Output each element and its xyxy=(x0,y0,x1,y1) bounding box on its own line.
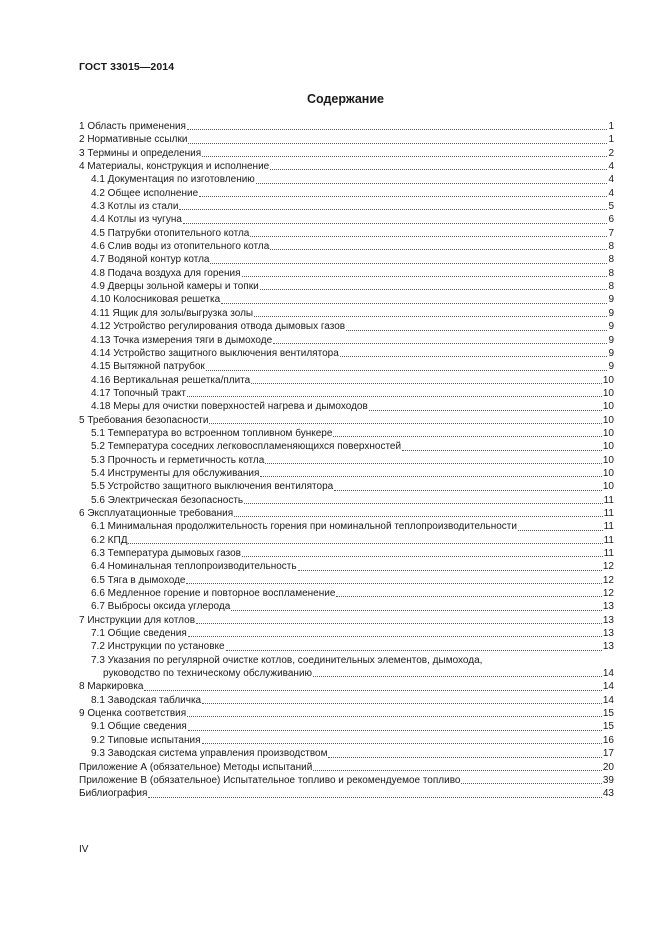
toc-entry-page: 14 xyxy=(602,668,614,680)
toc-entry[interactable] xyxy=(79,720,614,733)
dot-leader xyxy=(187,395,602,397)
toc-entry-label: 6.4 Номинальная теплопроизводительность xyxy=(91,561,297,573)
dot-leader xyxy=(298,569,602,571)
toc-entry-page: 8 xyxy=(608,281,614,293)
dot-leader xyxy=(183,222,608,224)
toc-entry[interactable] xyxy=(79,480,614,493)
toc-entry[interactable] xyxy=(79,240,614,253)
toc-entry[interactable] xyxy=(79,280,614,293)
dot-leader xyxy=(328,756,601,758)
toc-entry[interactable] xyxy=(79,293,614,306)
toc-entry-page: 13 xyxy=(602,641,614,653)
toc-entry[interactable] xyxy=(79,253,614,266)
dot-leader xyxy=(336,595,601,597)
dot-leader xyxy=(340,355,608,357)
toc-entry-label: 6 Эксплуатационные требования xyxy=(79,507,234,519)
toc-entry-page: 4 xyxy=(608,187,614,199)
toc-entry-label: 6.2 КПД xyxy=(91,534,128,546)
dot-leader xyxy=(188,635,602,637)
toc-entry-label: 4.11 Ящик для золы/выгрузка золы xyxy=(91,307,254,319)
toc-entry[interactable] xyxy=(79,213,614,226)
toc-entry-page: 10 xyxy=(602,467,614,479)
dot-leader xyxy=(254,315,607,317)
toc-entry-page: 15 xyxy=(602,721,614,733)
dot-leader xyxy=(148,796,601,798)
toc-entry-label: 9 Оценка соответствия xyxy=(79,708,187,720)
toc-entry[interactable] xyxy=(79,334,614,347)
toc-entry[interactable] xyxy=(79,761,614,774)
toc-entry-page: 10 xyxy=(602,481,614,493)
toc-entry[interactable] xyxy=(79,360,614,373)
dot-leader xyxy=(187,128,607,130)
toc-entry[interactable] xyxy=(79,747,614,760)
dot-leader xyxy=(333,435,601,437)
toc-entry-label: 4.14 Устройство защитного выключения вентилятора xyxy=(91,347,339,359)
toc-entry[interactable] xyxy=(79,120,614,133)
toc-entry-label: 4.6 Слив воды из отопительного котла xyxy=(91,241,270,253)
toc-entry-label: 2 Нормативные ссылки xyxy=(79,134,188,146)
toc-entry[interactable] xyxy=(79,680,614,693)
dot-leader xyxy=(270,248,607,250)
dot-leader xyxy=(518,529,603,531)
toc-entry[interactable] xyxy=(79,507,614,520)
toc-entry-label: Приложение В (обязательное) Испытательное топливо и рекомендуемое топливо xyxy=(79,774,461,786)
toc-entry-page: 9 xyxy=(608,361,614,373)
toc-entry-label: 5.5 Устройство защитного выключения вентилятора xyxy=(91,481,334,493)
toc-entry[interactable] xyxy=(79,267,614,280)
dot-leader xyxy=(244,502,603,504)
toc-entry-page: 2 xyxy=(608,147,614,159)
toc-entry-page: 9 xyxy=(608,307,614,319)
toc-entry-label: 5.4 Инструменты для обслуживания xyxy=(91,467,260,479)
toc-entry[interactable] xyxy=(79,614,614,627)
dot-leader xyxy=(242,555,603,557)
toc-entry-page: 12 xyxy=(602,574,614,586)
toc-entry[interactable] xyxy=(79,427,614,440)
toc-entry[interactable] xyxy=(79,200,614,213)
dot-leader xyxy=(209,422,601,424)
toc-entry-label: 4.9 Дверцы зольной камеры и топки xyxy=(91,281,259,293)
toc-entry-page: 10 xyxy=(602,387,614,399)
dot-leader xyxy=(402,449,602,451)
dot-leader xyxy=(202,155,607,157)
toc-entry-page: 14 xyxy=(602,694,614,706)
toc-entry-label: Приложение А (обязательное) Методы испытаний xyxy=(79,761,313,773)
toc-entry-label: 6.7 Выбросы оксида углерода xyxy=(91,601,231,613)
toc-entry-page: 11 xyxy=(603,507,614,519)
dot-leader xyxy=(221,302,607,304)
toc-entry-label: 7.3 Указания по регулярной очистке котлов, соединительных элементов, дымохода, xyxy=(91,654,483,666)
toc-entry-label: 4.3 Котлы из стали xyxy=(91,201,179,213)
toc-entry[interactable] xyxy=(79,467,614,480)
toc-entry-page: 9 xyxy=(608,321,614,333)
toc-entry-label: 4 Материалы, конструкция и исполнение xyxy=(79,161,270,173)
toc-entry[interactable] xyxy=(79,374,614,387)
toc-entry-page: 12 xyxy=(602,588,614,600)
dot-leader xyxy=(188,729,602,731)
toc-entry-label: 4.8 Подача воздуха для горения xyxy=(91,267,241,279)
dot-leader xyxy=(242,275,608,277)
page-number: IV xyxy=(79,844,89,855)
dot-leader xyxy=(251,382,602,384)
toc-entry[interactable] xyxy=(79,227,614,240)
toc-entry[interactable] xyxy=(79,787,614,800)
toc-entry-page: 12 xyxy=(602,561,614,573)
toc-entry-page: 13 xyxy=(602,628,614,640)
toc-entry-label: 8 Маркировка xyxy=(79,681,144,693)
toc-entry[interactable] xyxy=(79,494,614,507)
dot-leader xyxy=(260,475,602,477)
dot-leader xyxy=(202,742,602,744)
toc-entry-page: 4 xyxy=(608,161,614,173)
toc-entry[interactable] xyxy=(79,627,614,640)
dot-leader xyxy=(231,609,602,611)
toc-entry[interactable] xyxy=(79,654,614,681)
dot-leader xyxy=(196,622,602,624)
dot-leader xyxy=(202,702,602,704)
toc-entry-label: 4.2 Общее исполнение xyxy=(91,187,199,199)
dot-leader xyxy=(226,649,602,651)
toc-entry-page: 16 xyxy=(602,734,614,746)
toc-entry[interactable] xyxy=(79,400,614,413)
dot-leader xyxy=(256,182,608,184)
toc-entry-page: 11 xyxy=(603,494,614,506)
toc-entry-page: 20 xyxy=(602,761,614,773)
toc-entry-page: 15 xyxy=(602,708,614,720)
toc-entry-page: 11 xyxy=(603,534,614,546)
toc-entry[interactable] xyxy=(79,774,614,787)
toc-entry-label: 5 Требования безопасности xyxy=(79,414,209,426)
toc-entry-label: 4.1 Документация по изготовлению xyxy=(91,174,255,186)
toc-entry[interactable] xyxy=(79,520,614,533)
dot-leader xyxy=(461,782,601,784)
dot-leader xyxy=(210,262,607,264)
toc-entry-page: 10 xyxy=(602,374,614,386)
dot-leader xyxy=(144,689,601,691)
dot-leader xyxy=(260,288,608,290)
toc-entry-label: 4.15 Вытяжной патрубок xyxy=(91,361,205,373)
toc-entry-label: 9.1 Общие сведения xyxy=(91,721,187,733)
toc-entry[interactable] xyxy=(79,547,614,560)
dot-leader xyxy=(128,542,602,544)
toc-entry[interactable] xyxy=(79,173,614,186)
toc-entry-label-continued: руководство по техническому обслуживанию xyxy=(103,668,313,680)
toc-entry-label: 9.2 Типовые испытания xyxy=(91,734,201,746)
toc-entry-page: 39 xyxy=(602,774,614,786)
toc-entry[interactable] xyxy=(79,160,614,173)
toc-entry-page: 1 xyxy=(608,134,614,146)
toc-entry-page: 9 xyxy=(608,347,614,359)
dot-leader xyxy=(188,142,607,144)
toc-entry[interactable] xyxy=(79,387,614,400)
toc-entry-label: 6.5 Тяга в дымоходе xyxy=(91,574,186,586)
toc-entry[interactable] xyxy=(79,440,614,453)
toc-entry-label: 8.1 Заводская табличка xyxy=(91,694,202,706)
toc-entry-page: 14 xyxy=(602,681,614,693)
toc-entry-page: 9 xyxy=(608,334,614,346)
toc-entry[interactable] xyxy=(79,307,614,320)
standard-identifier: ГОСТ 33015—2014 xyxy=(79,61,175,73)
toc-entry-page: 10 xyxy=(602,427,614,439)
toc-entry-label: 6.3 Температура дымовых газов xyxy=(91,548,241,559)
toc-entry-label: 1 Область применения xyxy=(79,121,186,132)
toc-entry-label: 4.18 Меры для очистки поверхностей нагрева и дымоходов xyxy=(91,401,368,413)
toc-entry-page: 13 xyxy=(602,601,614,613)
dot-leader xyxy=(199,195,607,197)
toc-entry-label: 5.2 Температура соседних легковоспламеняющихся поверхностей xyxy=(91,441,402,453)
toc-entry-page: 8 xyxy=(608,241,614,253)
dot-leader xyxy=(334,489,602,491)
toc-entry-label: 4.7 Водяной контур котла xyxy=(91,254,210,266)
dot-leader xyxy=(313,769,602,771)
toc-entry[interactable] xyxy=(79,187,614,200)
dot-leader xyxy=(234,515,602,517)
toc-entry[interactable] xyxy=(79,600,614,613)
dot-leader xyxy=(313,675,602,677)
toc-entry[interactable] xyxy=(79,574,614,587)
dot-leader xyxy=(187,715,602,717)
toc-entry-page: 17 xyxy=(602,748,614,760)
toc-entry[interactable] xyxy=(79,414,614,427)
dot-leader xyxy=(250,235,607,237)
toc-entry-label: 6.6 Медленное горение и повторное воспламенение xyxy=(91,588,336,600)
toc-entry[interactable] xyxy=(79,587,614,600)
toc-entry[interactable] xyxy=(79,534,614,547)
toc-entry-page: 7 xyxy=(608,227,614,239)
toc-entry[interactable] xyxy=(79,734,614,747)
toc-entry-label: 4.5 Патрубки отопительного котла xyxy=(91,227,250,239)
toc-entry[interactable] xyxy=(79,560,614,573)
toc-entry-label: 5.6 Электрическая безопасность xyxy=(91,494,244,506)
dot-leader xyxy=(270,168,607,170)
toc-entry-label: 4.10 Колосниковая решетка xyxy=(91,294,221,306)
toc-entry-page: 11 xyxy=(603,521,614,533)
toc-entry[interactable] xyxy=(79,347,614,360)
table-of-contents xyxy=(79,120,614,801)
dot-leader xyxy=(179,208,607,210)
toc-entry-label: 9.3 Заводская система управления производством xyxy=(91,748,328,760)
toc-entry-label: 4.17 Топочный тракт xyxy=(91,387,186,399)
toc-entry-label: 5.1 Температура во встроенном топливном бункере xyxy=(91,427,333,439)
dot-leader xyxy=(206,369,608,371)
toc-entry-page: 10 xyxy=(602,401,614,413)
toc-entry-label: 4.12 Устройство регулирования отвода дымовых газов xyxy=(91,321,346,333)
dot-leader xyxy=(265,462,602,464)
toc-entry-label: 6.1 Минимальная продолжительность горения при номинальной теплопроизводительности xyxy=(91,521,517,533)
toc-entry-label: Библиография xyxy=(79,788,148,800)
dot-leader xyxy=(186,582,601,584)
toc-entry-page: 6 xyxy=(608,214,614,226)
dot-leader xyxy=(273,342,607,344)
toc-entry-label: 4.13 Точка измерения тяги в дымоходе xyxy=(91,334,273,346)
toc-entry[interactable] xyxy=(79,147,614,160)
toc-entry-label: 7 Инструкции для котлов xyxy=(79,614,196,626)
toc-entry-page: 4 xyxy=(608,174,614,186)
toc-entry-label: 4.16 Вертикальная решетка/плита xyxy=(91,374,251,386)
toc-entry-page: 8 xyxy=(608,267,614,279)
toc-entry-label: 3 Термины и определения xyxy=(79,147,202,159)
toc-entry-page: 5 xyxy=(608,201,614,213)
toc-entry-page: 1 xyxy=(608,121,614,132)
toc-entry-page: 10 xyxy=(602,441,614,453)
toc-entry-page: 9 xyxy=(608,294,614,306)
toc-entry[interactable] xyxy=(79,454,614,467)
toc-entry-page: 13 xyxy=(602,614,614,626)
toc-entry[interactable] xyxy=(79,707,614,720)
toc-entry-label: 7.2 Инструкции по установке xyxy=(91,641,225,653)
toc-entry[interactable] xyxy=(79,133,614,146)
toc-entry-page: 43 xyxy=(602,788,614,800)
toc-entry-label: 4.4 Котлы из чугуна xyxy=(91,214,182,226)
toc-entry-page: 11 xyxy=(603,548,614,559)
dot-leader xyxy=(346,329,607,331)
toc-entry-label: 7.1 Общие сведения xyxy=(91,628,187,640)
page-title: Содержание xyxy=(306,92,384,106)
toc-entry-page: 10 xyxy=(602,454,614,466)
toc-entry-page: 8 xyxy=(608,254,614,266)
dot-leader xyxy=(369,409,602,411)
toc-entry[interactable] xyxy=(79,694,614,707)
toc-entry[interactable] xyxy=(79,320,614,333)
toc-entry-label: 5.3 Прочность и герметичность котла xyxy=(91,454,265,466)
toc-entry-page: 10 xyxy=(602,414,614,426)
toc-entry[interactable] xyxy=(79,640,614,653)
